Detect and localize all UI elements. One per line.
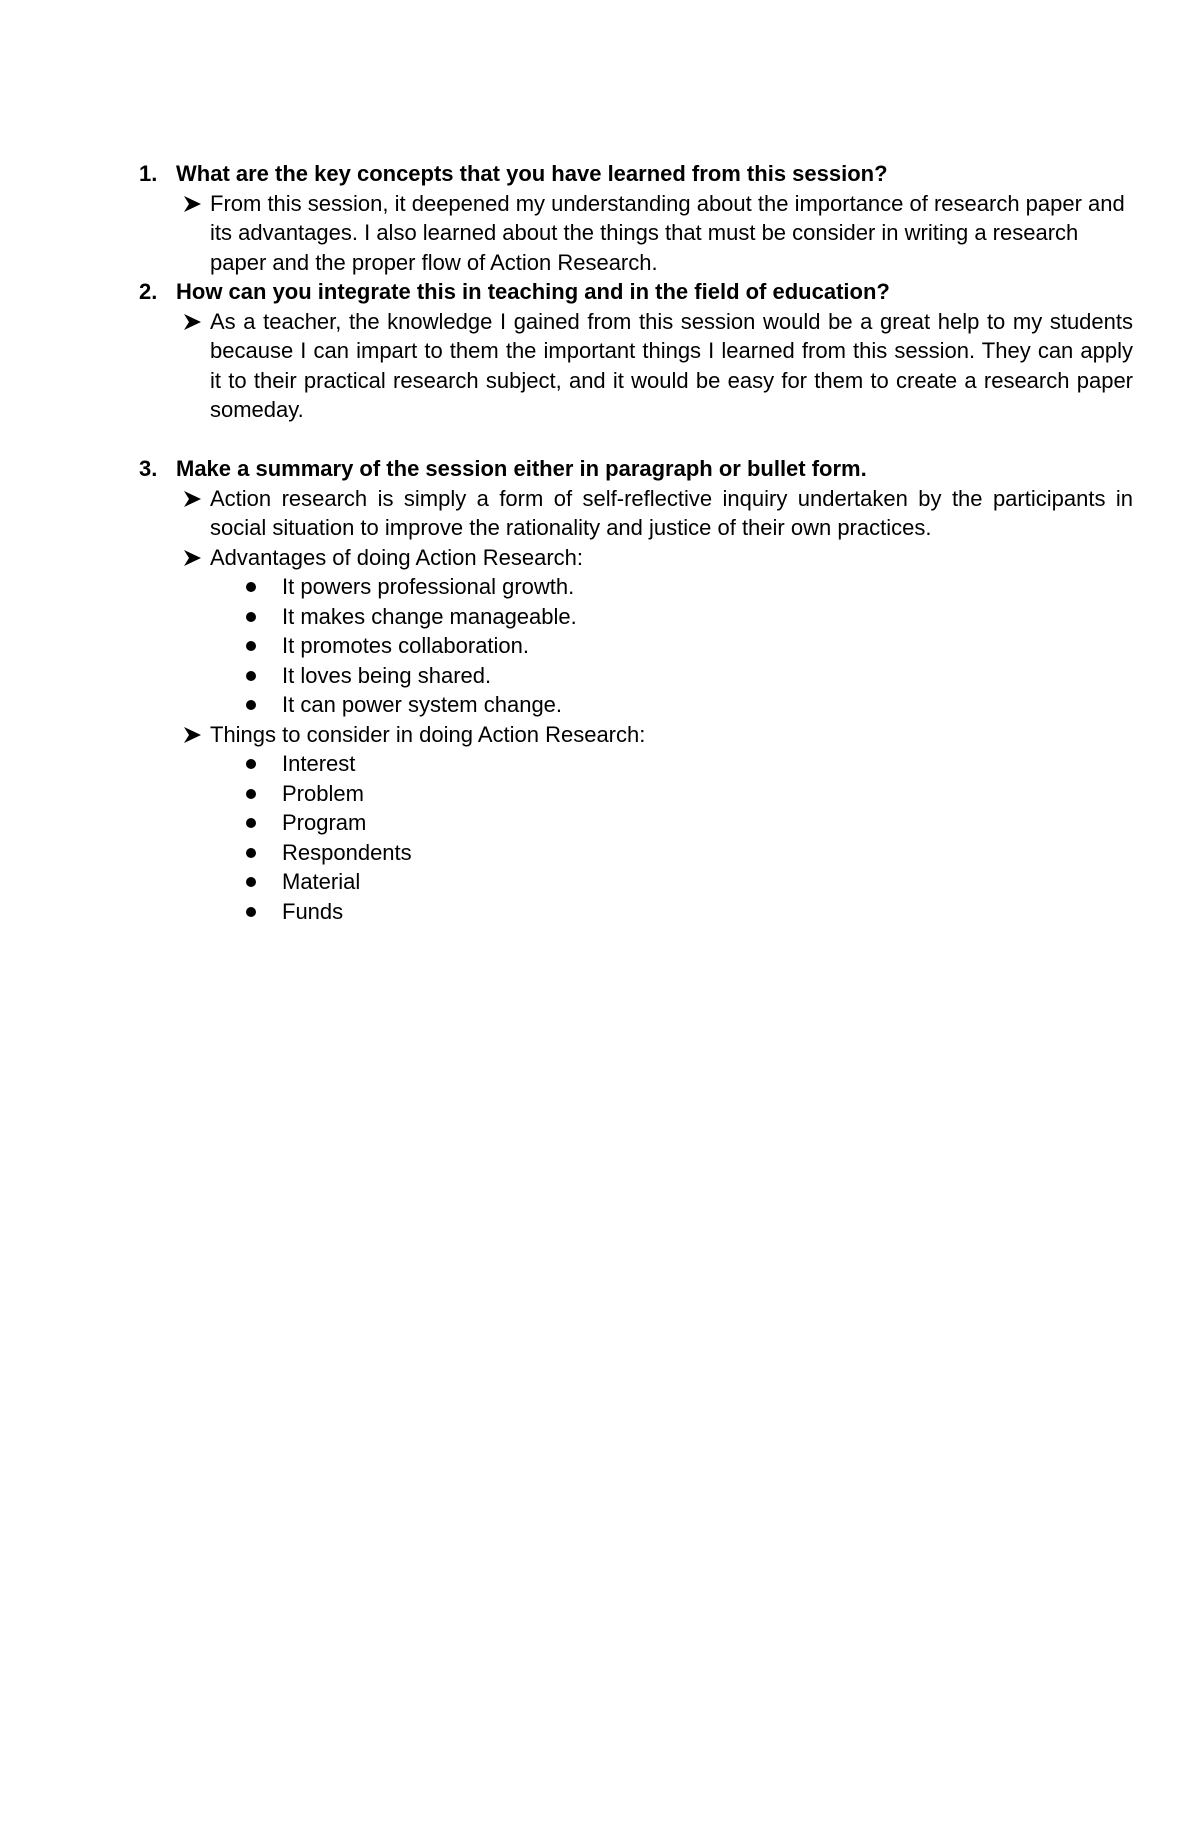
list-item-text: It makes change manageable. — [282, 603, 577, 629]
bullet-dot-icon — [246, 641, 256, 651]
definition-text: Action research is simply a form of self-reflective inquiry undertaken by the participants in social situation to improve the rationality and justice of their own practices. — [210, 485, 1133, 540]
question-3-text: Make a summary of the session either in paragraph or bullet form. — [176, 456, 867, 481]
list-item — [139, 690, 1133, 720]
arrow-bullet-icon — [183, 727, 201, 743]
bullet-dot-icon — [246, 582, 256, 592]
question-1-text: What are the key concepts that you have learned from this session? — [176, 161, 888, 186]
list-item — [139, 897, 1133, 927]
list-item — [139, 572, 1133, 602]
list-item-text: Material — [282, 869, 361, 894]
bullet-dot-icon — [246, 818, 256, 828]
answer-2-text: As a teacher, the knowledge I gained from this session would be a great help to my students because I can impart to them the important things I learned from this session. They can apply it to their practical research subject, and it would be easy for them to create a research paper someday. — [210, 308, 1133, 422]
list-item — [139, 749, 1133, 779]
bullet-dot-icon — [246, 848, 256, 858]
list-item — [139, 602, 1133, 632]
advantages-heading: Advantages of doing Action Research: — [210, 544, 584, 570]
bullet-dot-icon — [246, 877, 256, 887]
list-item-text: It promotes collaboration. — [282, 633, 530, 658]
list-item — [139, 779, 1133, 809]
list-item — [139, 867, 1133, 897]
arrow-bullet-icon — [183, 196, 201, 212]
list-item-text: It powers professional growth. — [282, 574, 575, 599]
question-2-text: How can you integrate this in teaching and in the field of education? — [176, 279, 890, 304]
list-item — [139, 631, 1133, 661]
document-body — [139, 159, 1133, 926]
advantages-list — [139, 572, 1133, 720]
list-item-text: It loves being shared. — [282, 662, 492, 688]
definition-item — [139, 484, 1133, 543]
list-item-text: It can power system change. — [282, 692, 563, 717]
arrow-bullet-icon — [183, 314, 201, 330]
arrow-bullet-icon — [183, 491, 201, 507]
answer-1-text: From this session, it deepened my understanding about the importance of research paper and its advantages. I also learned about the things that must be consider in writing a research paper and the proper flow of Action Research. — [210, 190, 1125, 275]
question-3-number: 3. — [139, 456, 158, 481]
question-3 — [139, 454, 1133, 484]
answer-1-item — [139, 189, 1133, 278]
list-item — [139, 838, 1133, 868]
arrow-bullet-icon — [183, 550, 201, 566]
paragraph-spacer — [139, 425, 1133, 455]
list-item-text: Program — [282, 810, 367, 835]
bullet-dot-icon — [246, 612, 256, 622]
question-2 — [139, 277, 1133, 307]
question-2-number: 2. — [139, 279, 158, 304]
advantages-heading-item — [139, 543, 1133, 573]
list-item — [139, 808, 1133, 838]
list-item — [139, 661, 1133, 691]
bullet-dot-icon — [246, 671, 256, 681]
considerations-heading-item — [139, 720, 1133, 750]
question-1-number: 1. — [139, 161, 158, 186]
considerations-heading: Things to consider in doing Action Research: — [210, 721, 646, 747]
list-item-text: Interest — [282, 751, 356, 776]
bullet-dot-icon — [246, 907, 256, 917]
question-1 — [139, 159, 1133, 189]
list-item-text: Problem — [282, 780, 364, 806]
bullet-dot-icon — [246, 789, 256, 799]
answer-2-item — [139, 307, 1133, 425]
bullet-dot-icon — [246, 759, 256, 769]
bullet-dot-icon — [246, 700, 256, 710]
list-item-text: Respondents — [282, 839, 412, 865]
considerations-list — [139, 749, 1133, 926]
list-item-text: Funds — [282, 898, 344, 924]
